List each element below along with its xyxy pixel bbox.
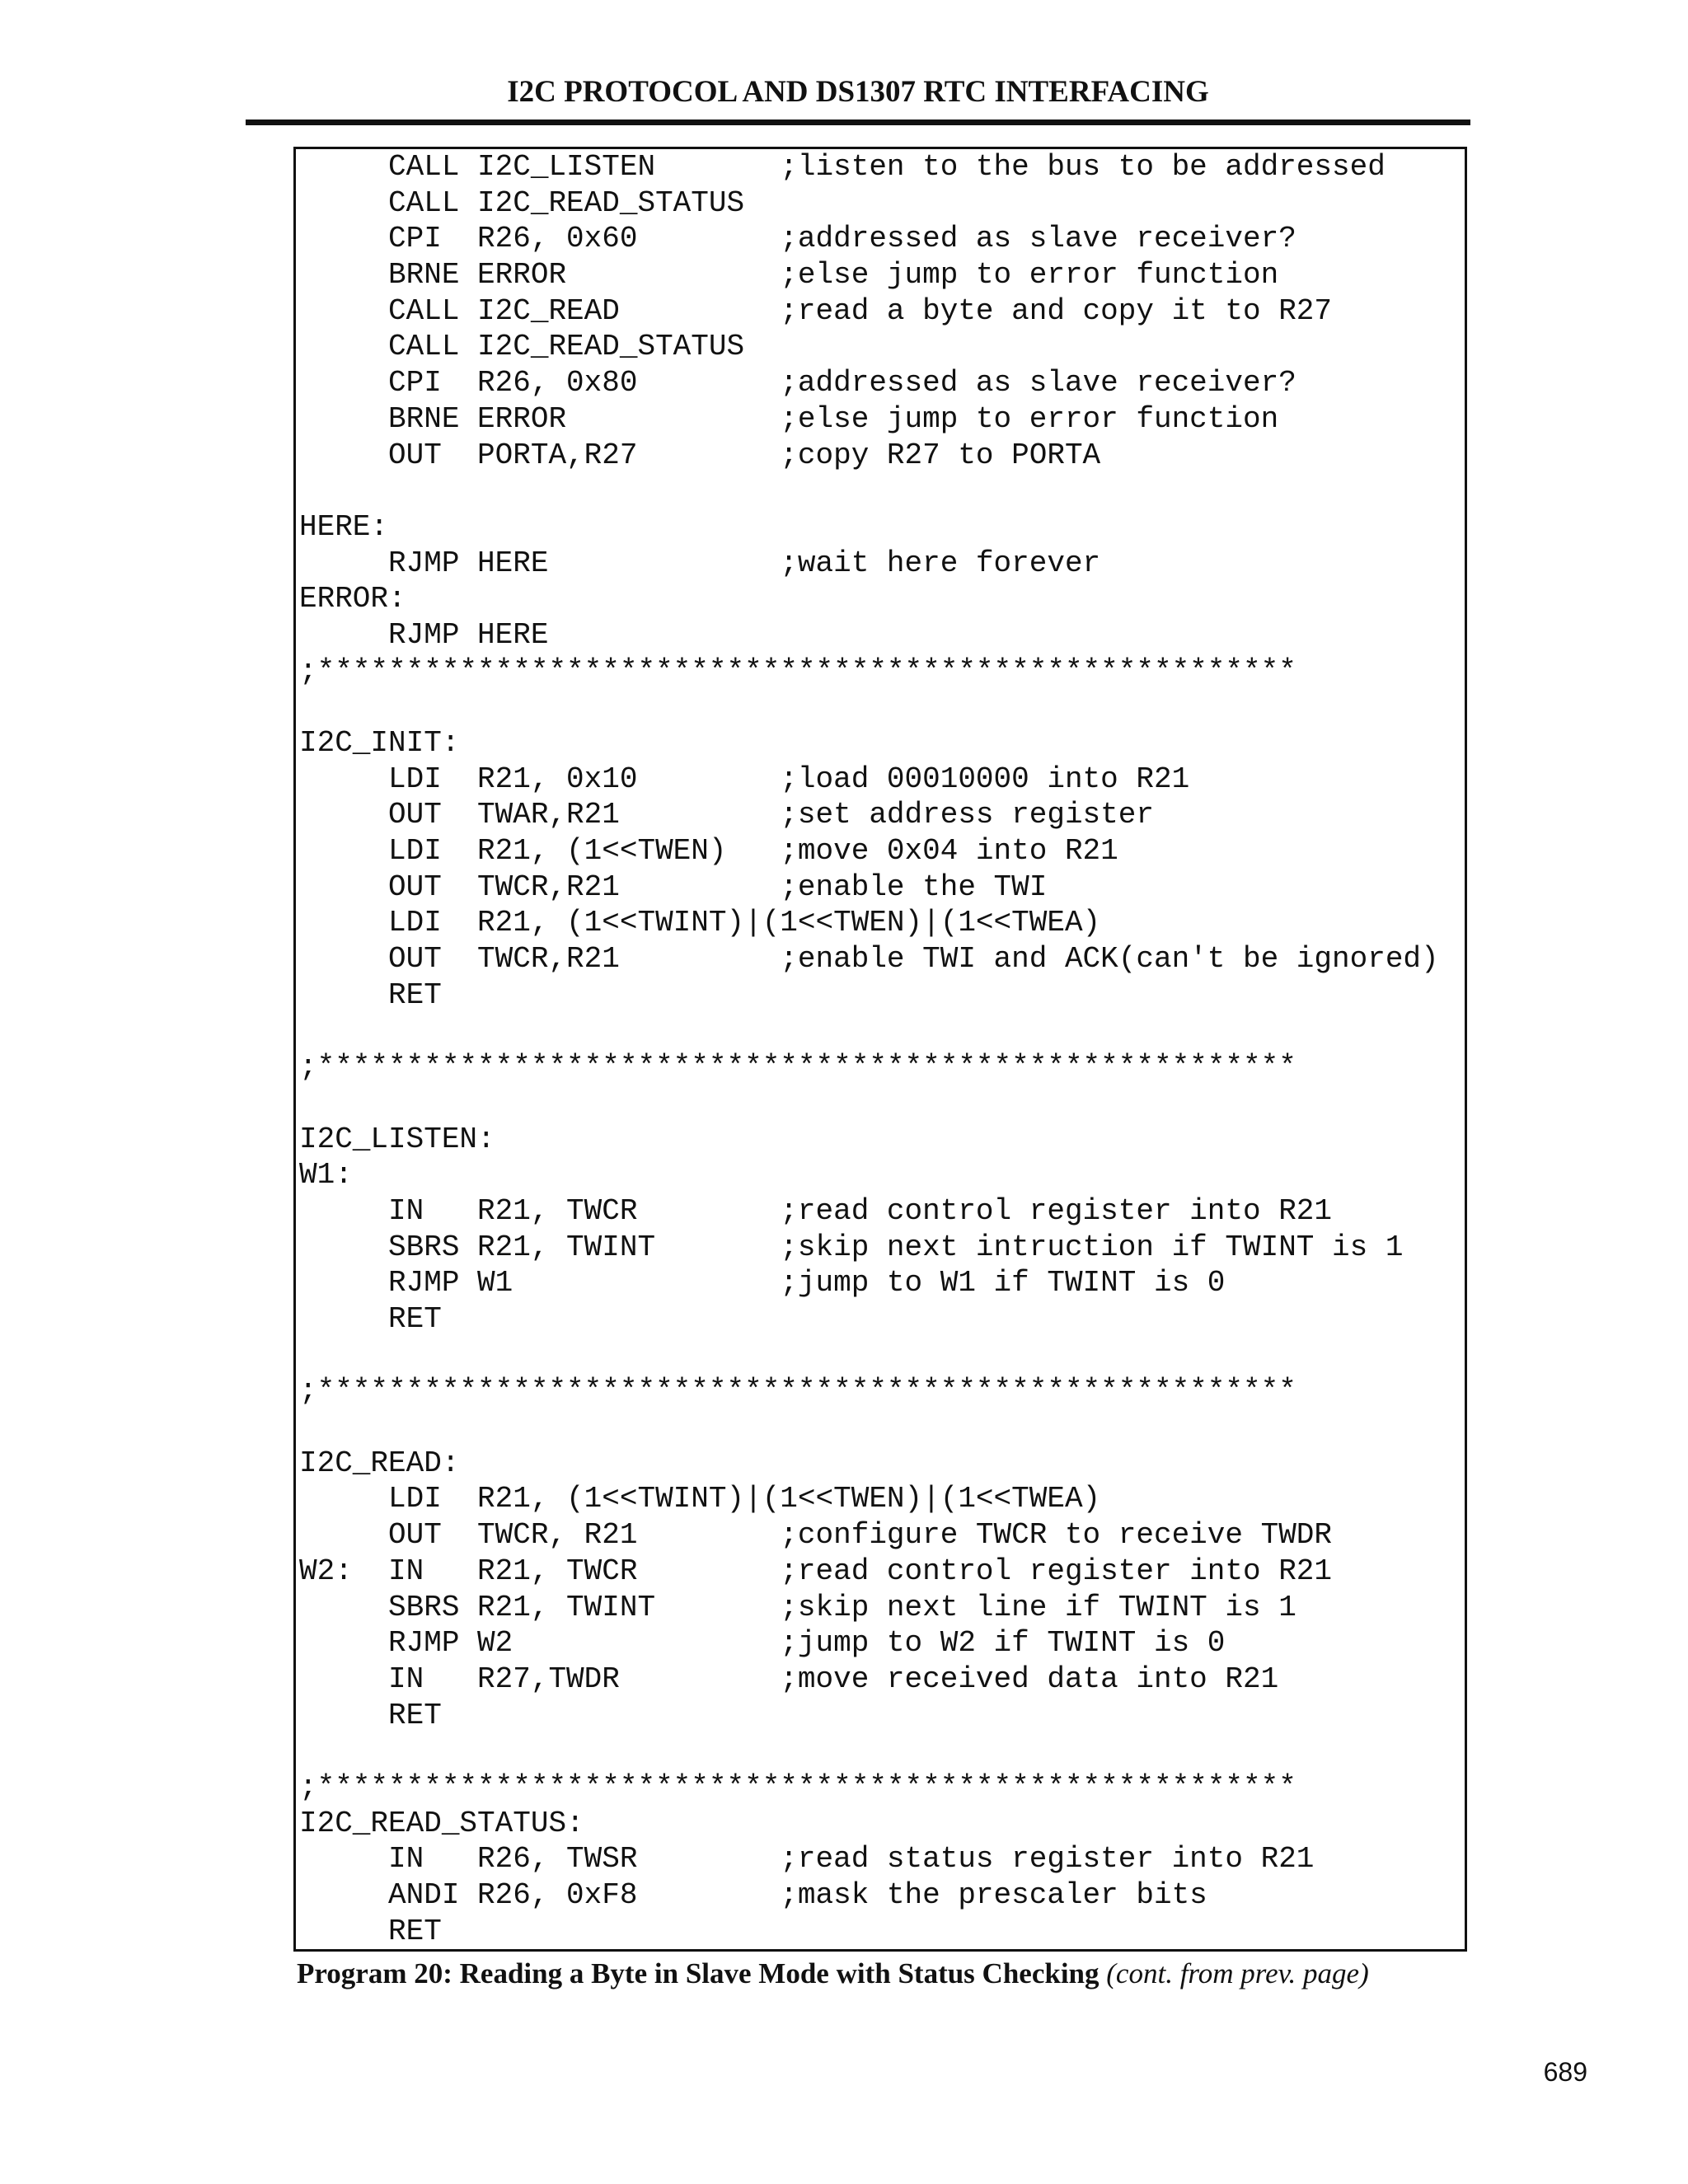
caption-title: Program 20: Reading a Byte in Slave Mode with Status Checking (297, 1957, 1100, 1990)
code-line: RET (299, 977, 442, 1012)
code-line: I2C_READ_STATUS: (299, 1806, 584, 1840)
code-line: LDI R21, (1<<TWINT)|(1<<TWEN)|(1<<TWEA) (299, 1482, 1101, 1516)
code-line (299, 473, 1439, 509)
code-line: LDI R21, 0x10 ;load 00010000 into R21 (299, 762, 1190, 796)
code-line (299, 1085, 1439, 1122)
code-line: ;******************************************************* (299, 1374, 1296, 1408)
caption-note: (cont. from prev. page) (1106, 1957, 1369, 1990)
page-header-title: I2C PROTOCOL AND DS1307 RTC INTERFACING (507, 75, 1209, 109)
code-line: CALL I2C_READ_STATUS (299, 185, 745, 220)
code-line: LDI R21, (1<<TWINT)|(1<<TWEN)|(1<<TWEA) (299, 906, 1101, 940)
code-line: BRNE ERROR ;else jump to error function (299, 258, 1279, 293)
code-line: IN R26, TWSR ;read status register into R21 (299, 1842, 1315, 1877)
page-number: 689 (1543, 2057, 1587, 2087)
code-line: IN R21, TWCR ;read control register into R21 (299, 1193, 1333, 1228)
code-line: I2C_LISTEN: (299, 1122, 495, 1156)
code-line: CPI R26, 0x60 ;addressed as slave receiver? (299, 222, 1296, 256)
code-line: RJMP HERE ;wait here forever (299, 546, 1101, 580)
code-line: BRNE ERROR ;else jump to error function (299, 401, 1279, 436)
code-line (299, 1409, 1439, 1446)
code-line: RET (299, 1302, 442, 1336)
code-line: OUT TWCR, R21 ;configure TWCR to receive TWDR (299, 1518, 1333, 1553)
code-line: RJMP W2 ;jump to W2 if TWINT is 0 (299, 1626, 1226, 1661)
code-line: CPI R26, 0x80 ;addressed as slave receiver? (299, 366, 1296, 401)
code-line: ERROR: (299, 582, 406, 616)
code-line: I2C_INIT: (299, 726, 460, 760)
code-line: OUT TWAR,R21 ;set address register (299, 798, 1154, 832)
code-line: HERE: (299, 509, 389, 544)
code-line: ;******************************************************* (299, 1050, 1296, 1085)
code-line: RET (299, 1698, 442, 1732)
code-line (299, 1014, 1439, 1050)
code-line: LDI R21, (1<<TWEN) ;move 0x04 into R21 (299, 834, 1118, 869)
code-line: ;******************************************************* (299, 1769, 1296, 1804)
code-line: OUT TWCR,R21 ;enable TWI and ACK(can't be ignored) (299, 942, 1439, 977)
code-line (299, 1733, 1439, 1769)
code-line: RJMP HERE (299, 617, 549, 652)
code-line: OUT TWCR,R21 ;enable the TWI (299, 869, 1048, 904)
code-line: OUT PORTA,R27 ;copy R27 to PORTA (299, 438, 1101, 472)
code-line: SBRS R21, TWINT ;skip next intruction if TWINT is 1 (299, 1230, 1404, 1264)
code-line: I2C_READ: (299, 1446, 460, 1480)
code-line: RET (299, 1914, 442, 1948)
code-line: CALL I2C_LISTEN ;listen to the bus to be addressed (299, 150, 1386, 184)
code-line: W2: IN R21, TWCR ;read control register into R21 (299, 1554, 1333, 1588)
program-caption (297, 1955, 1533, 1993)
header-divider (246, 120, 1470, 125)
code-listing (299, 149, 1439, 1949)
code-listing-box (293, 147, 1467, 1952)
code-line: ;******************************************************* (299, 654, 1296, 688)
code-line: ANDI R26, 0xF8 ;mask the prescaler bits (299, 1878, 1207, 1912)
code-line (299, 1338, 1439, 1374)
code-line (299, 689, 1439, 725)
code-line: CALL I2C_READ ;read a byte and copy it to R27 (299, 293, 1333, 328)
code-line: W1: (299, 1158, 353, 1193)
code-line: RJMP W1 ;jump to W1 if TWINT is 0 (299, 1266, 1226, 1301)
code-line: CALL I2C_READ_STATUS (299, 330, 745, 364)
code-line: SBRS R21, TWINT ;skip next line if TWINT is 1 (299, 1590, 1296, 1624)
code-line: IN R27,TWDR ;move received data into R21 (299, 1661, 1279, 1696)
